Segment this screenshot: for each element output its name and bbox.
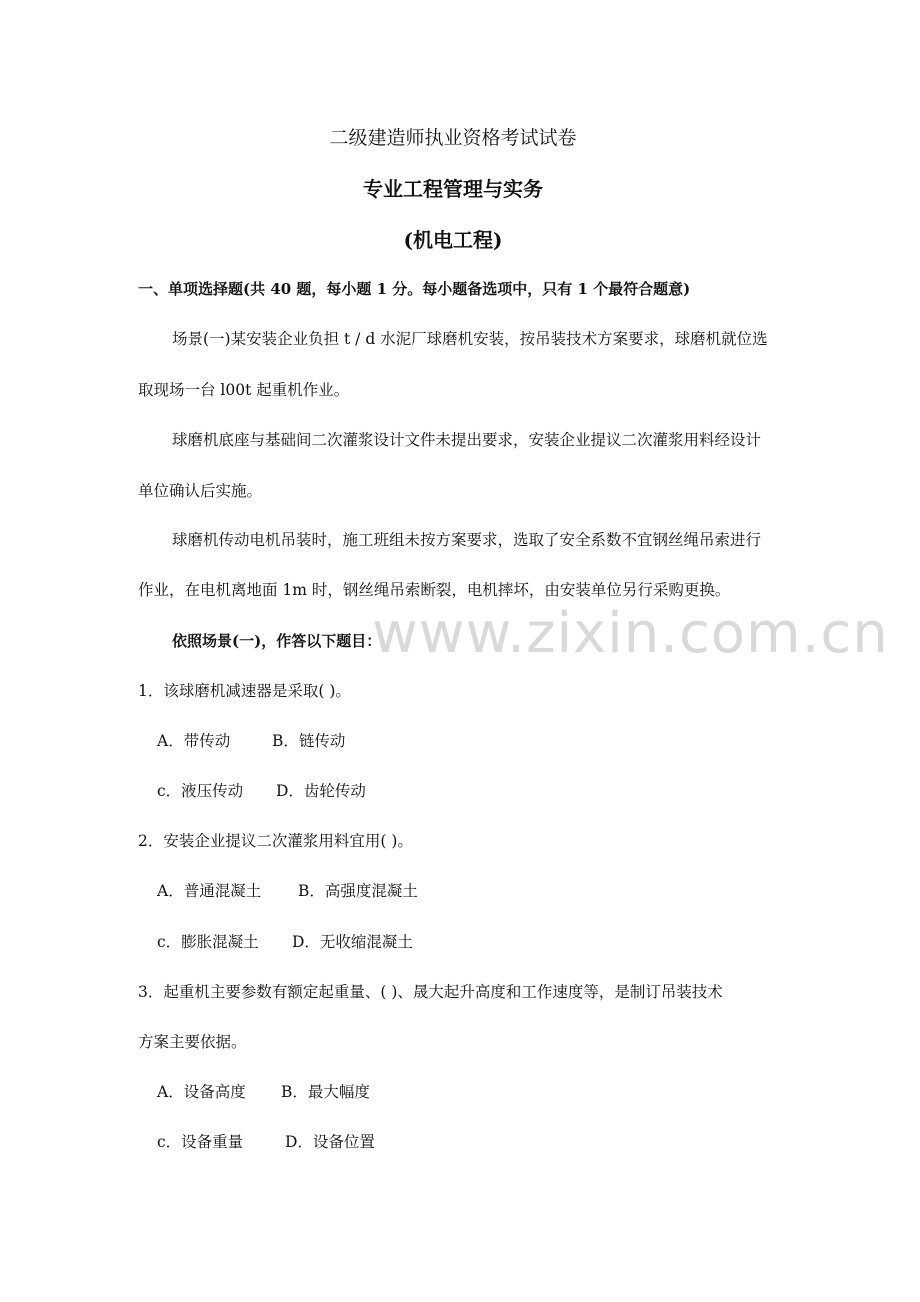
- discipline-title: (机电工程): [403, 228, 503, 252]
- question-3-option-b: B．最大幅度: [281, 1083, 370, 1101]
- question-1-option-c: c．液压传动: [157, 782, 244, 800]
- question-2-option-d: D．无收缩混凝土: [292, 933, 413, 951]
- exam-title: 二级建造师执业资格考试试卷: [329, 127, 577, 149]
- scenario-paragraph-2-line-1: 球磨机底座与基础间二次灌浆设计文件未提出要求，安装企业提议二次灌浆用料经设计: [172, 431, 762, 449]
- scenario-paragraph-3-line-1: 球磨机传动电机吊装时，施工班组未按方案要求，选取了安全系数不宜钢丝绳吊索进行: [172, 531, 762, 549]
- subject-title: 专业工程管理与实务: [363, 177, 543, 201]
- scenario-paragraph-3-line-2: 作业，在电机离地面 1m 时，钢丝绳吊索断裂，电机摔坏，由安装单位另行采购更换。: [138, 581, 731, 599]
- section-heading: 一、单项选择题(共 40 题，每小题 1 分。每小题备选项中，只有 1 个最符合题意): [138, 280, 691, 298]
- question-3-option-c: c．设备重量: [157, 1133, 244, 1151]
- question-2-option-b: B．高强度混凝土: [298, 882, 418, 900]
- question-2-option-c: c．膨胀混凝土: [157, 933, 259, 951]
- question-3-stem-line-1: 3．起重机主要参数有额定起重量、( )、晟大起升高度和工作速度等，是制订吊装技术: [138, 983, 723, 1001]
- scenario-paragraph-2-line-2: 单位确认后实施。: [138, 482, 263, 500]
- scenario-paragraph-1-line-2: 取现场一台 l00t 起重机作业。: [138, 381, 350, 399]
- question-3-option-a: A．设备高度: [157, 1083, 246, 1101]
- question-2-stem: 2．安装企业提议二次灌浆用料宜用( )。: [138, 832, 413, 850]
- scenario-paragraph-1-line-1: 场景(一)某安装企业负担 t / d 水泥厂球磨机安装，按吊装技术方案要求，球磨机就位选: [172, 330, 768, 348]
- scenario-instruction: 依照场景(一)，作答以下题目：: [172, 632, 382, 650]
- question-3-stem-line-2: 方案主要依据。: [138, 1033, 247, 1051]
- question-1-option-a: A．带传动: [157, 732, 231, 750]
- question-1-option-b: B．链传动: [272, 732, 346, 750]
- question-2-option-a: A．普通混凝土: [157, 882, 262, 900]
- question-3-option-d: D．设备位置: [285, 1133, 375, 1151]
- watermark: www.zixin.com.cn: [372, 601, 889, 666]
- question-1-option-d: D．齿轮传动: [276, 782, 366, 800]
- question-1-stem: 1．该球磨机减速器是采取( )。: [138, 682, 351, 700]
